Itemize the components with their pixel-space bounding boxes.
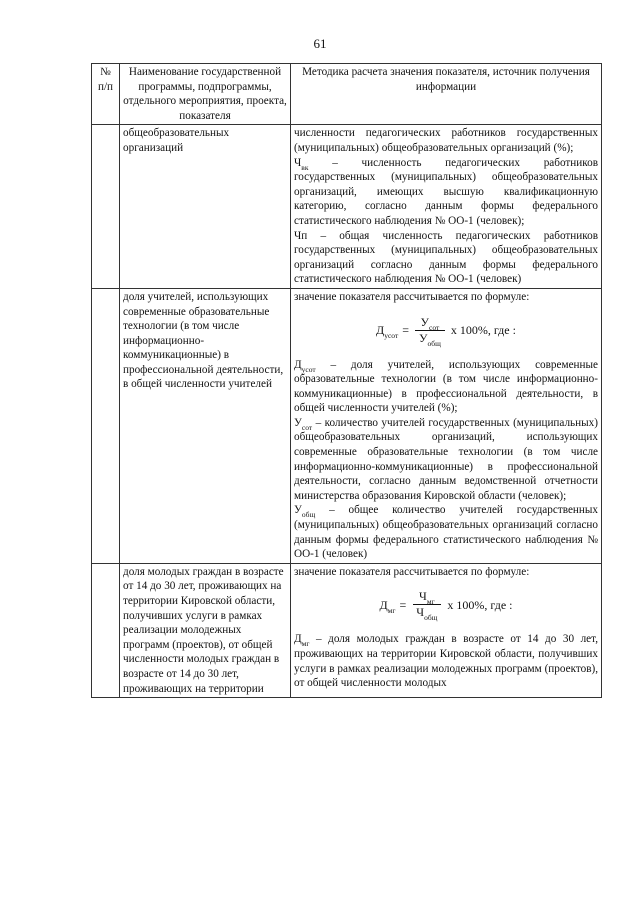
symbol: У <box>294 416 302 429</box>
symbol-subscript: общ <box>301 510 316 520</box>
formula-lhs <box>379 598 395 613</box>
equals-sign: = <box>402 322 410 337</box>
numerator-subscript: мг <box>426 597 435 607</box>
desc-line <box>294 416 598 504</box>
symbol: У <box>294 504 302 517</box>
fraction-denominator <box>413 331 447 346</box>
header-method: Методика расчета значения показателя, источник получения информации <box>291 64 602 125</box>
denominator-symbol: Ч <box>416 605 425 620</box>
symbol-subscript: усот <box>301 364 316 374</box>
indicator-name <box>120 563 291 697</box>
formula <box>294 305 598 358</box>
methodology-table <box>91 63 602 698</box>
method-description <box>291 563 602 697</box>
symbol: Ч <box>294 156 302 169</box>
table-row <box>92 125 602 289</box>
row-number-cell <box>92 125 120 289</box>
method-description <box>291 125 602 289</box>
formula-fraction <box>410 589 443 623</box>
indicator-name-text: общеобразовательных организаций <box>123 127 230 154</box>
numerator-symbol: У <box>420 314 430 329</box>
table-row <box>92 563 602 697</box>
desc-text: – численность педагогических работников государственных (муниципальных) общеобразовательных организаций, имеющих высшую квалификационную категорию, согласно данным формы федерального статистического наблюдения № ОО-1 (человек); <box>294 156 598 227</box>
formula-tail: x 100%, где : <box>447 597 513 612</box>
denominator-subscript: общ <box>427 338 441 348</box>
numerator-symbol: Ч <box>419 589 427 604</box>
formula-fraction <box>413 315 447 346</box>
table-header-row <box>92 64 602 125</box>
desc-text: – количество учителей государственных (муниципальных) общеобразовательных организаций, использующих современные образовательные технологии (в том числе информационно-коммуникационные) в профессиональной деятельности, согласно данным ведомственной отчетности министерства образования Кировской области (человек); <box>294 416 598 502</box>
indicator-name <box>120 288 291 563</box>
desc-line <box>294 503 598 561</box>
symbol: Д <box>294 358 302 371</box>
symbol: Чп <box>294 229 308 242</box>
numerator-subscript: сот <box>429 322 440 332</box>
row-number-cell <box>92 563 120 697</box>
indicator-name-text: доля молодых граждан в возрасте от 14 до 30 лет, проживающих на территории Кировской области, получивших услуги в рамках реализации молодежных программ (проектов), от общей численности молодых граждан в возрасте от 14 до 30 лет, проживающих на территории <box>123 565 284 695</box>
formula <box>294 579 598 632</box>
formula-intro: значение показателя рассчитывается по формуле: <box>294 290 530 303</box>
symbol-subscript: сот <box>301 422 313 432</box>
desc-line <box>294 229 598 287</box>
equals-sign: = <box>399 597 407 612</box>
formula-lhs-subscript: усот <box>384 330 399 340</box>
row-number-cell <box>92 288 120 563</box>
indicator-name <box>120 125 291 289</box>
formula-lhs-subscript: мг <box>387 605 396 615</box>
denominator-symbol: У <box>419 330 428 345</box>
fraction-numerator <box>415 315 446 331</box>
formula-lhs-symbol: Д <box>376 322 385 337</box>
page-number: 61 <box>313 36 327 51</box>
formula-tail: x 100%, где : <box>450 322 516 337</box>
header-name: Наименование государственной программы, подпрограммы, отдельного мероприятия, проекта, показателя <box>120 64 291 125</box>
symbol-subscript: мг <box>301 639 310 649</box>
desc-line <box>294 156 598 229</box>
desc-text: – доля молодых граждан в возрасте от 14 до 30 лет, проживающих на территории Кировской области, получивших услуги в рамках реализации молодежных программ (проектов), от общей численности молодых <box>294 633 598 690</box>
desc-text: – общая численность педагогических работников государственных (муниципальных) общеобразовательных организаций согласно данным формы федерального статистического наблюдения № ОО-1 (человек) <box>294 229 598 286</box>
formula-lhs <box>376 323 398 338</box>
method-description <box>291 288 602 563</box>
desc-text: – доля учителей, использующих современные образовательные технологии (в том числе информационно-коммуникационные) в профессиональной деятельности, в общей численности учителей (%); <box>294 358 598 415</box>
formula-lhs-symbol: Д <box>379 597 388 612</box>
desc-text: – общее количество учителей государственных (муниципальных) общеобразовательных организаций согласно данным формы федерального статистического наблюдения № ОО-1 (человек) <box>294 504 598 561</box>
desc-line: численности педагогических работников государственных (муниципальных) общеобразовательных организаций (%); <box>294 127 598 154</box>
table-row <box>92 288 602 563</box>
denominator-subscript: общ <box>424 613 438 623</box>
fraction-denominator <box>410 605 443 623</box>
desc-line <box>294 632 598 690</box>
formula-intro: значение показателя рассчитывается по формуле: <box>294 565 530 578</box>
desc-line <box>294 358 598 416</box>
symbol-subscript: вк <box>301 162 309 172</box>
indicator-name-text: доля учителей, использующих современные образовательные технологии (в том числе информационно-коммуникационные) в профессиональной деятельности, в общей численности учителей <box>123 290 284 391</box>
symbol: Д <box>294 633 302 646</box>
header-number: № п/п <box>92 64 120 125</box>
fraction-numerator <box>413 589 441 605</box>
